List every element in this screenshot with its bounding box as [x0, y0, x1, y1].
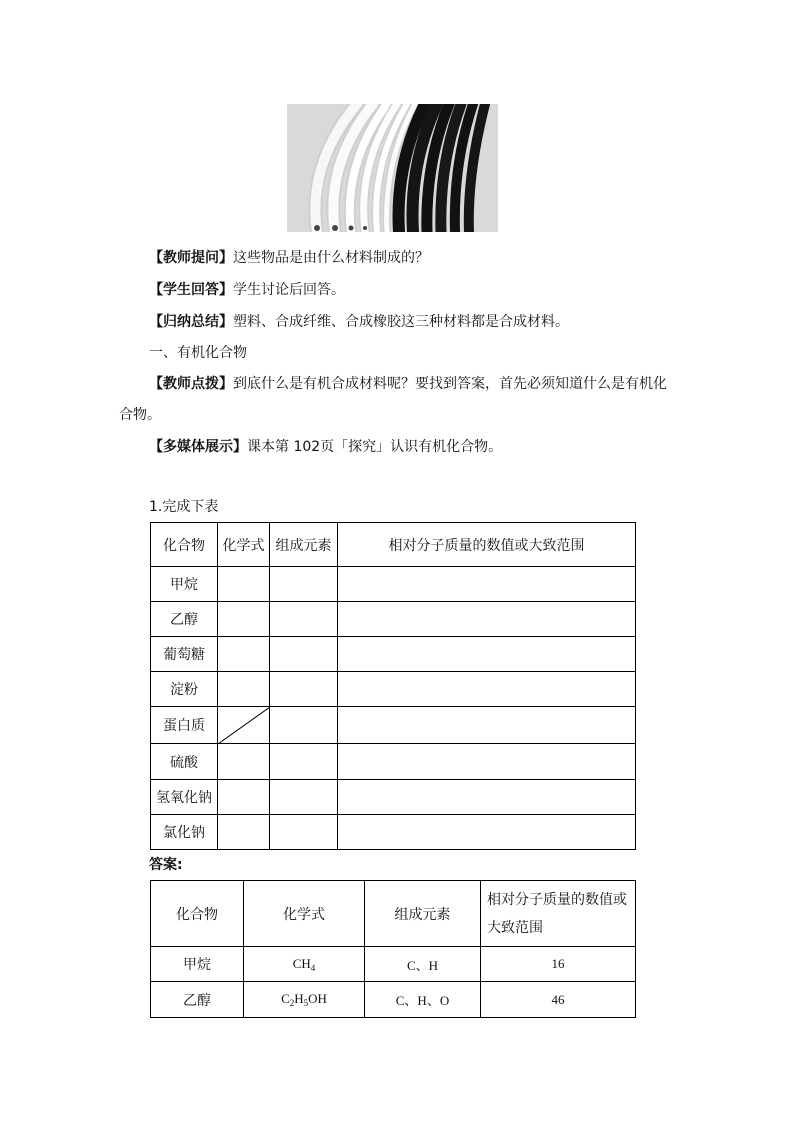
answer-mass: 46: [481, 982, 636, 1018]
compound-cell: 氢氧化钠: [151, 780, 218, 815]
elements-blank[interactable]: [270, 637, 338, 672]
answer-label: 答案:: [149, 857, 183, 873]
multimedia-label: 【多媒体展示】: [149, 439, 247, 455]
answer-elements: C、H、O: [365, 982, 481, 1018]
multimedia-text: 课本第 102页「探究」认识有机化合物。: [247, 439, 503, 455]
answer-mass: 16: [481, 947, 636, 982]
student-answer-text: 学生讨论后回答。: [233, 282, 345, 298]
mass-blank[interactable]: [338, 780, 636, 815]
table-row: [151, 637, 636, 672]
exercise-title: 1.完成下表: [149, 499, 219, 515]
tubes-photo: [287, 104, 498, 232]
teacher-ask-text: 这些物品是由什么材料制成的？: [233, 250, 429, 266]
compound-cell: 乙醇: [151, 602, 218, 637]
header-formula: 化学式: [218, 523, 270, 567]
multimedia-paragraph: [149, 437, 502, 457]
elements-blank[interactable]: [270, 567, 338, 602]
formula-subscript: 2: [289, 998, 295, 1008]
teacher-hint-continuation: 合物。: [119, 407, 161, 423]
table-row: [151, 780, 636, 815]
answer-elements: C、H: [365, 947, 481, 982]
formula-subscript: 4: [310, 962, 316, 973]
elements-blank[interactable]: [270, 744, 338, 780]
mass-blank[interactable]: [338, 672, 636, 707]
teacher-ask-paragraph: [149, 248, 429, 268]
mass-blank[interactable]: [338, 815, 636, 850]
elements-blank[interactable]: [270, 815, 338, 850]
table-row: [151, 744, 636, 780]
formula-blank[interactable]: [218, 780, 270, 815]
answer-header-compound: 化合物: [151, 881, 244, 947]
header-compound: 化合物: [151, 523, 218, 567]
teacher-hint-paragraph: [149, 374, 667, 394]
formula-blank[interactable]: [218, 602, 270, 637]
elements-blank[interactable]: [270, 602, 338, 637]
summary-paragraph: [149, 312, 569, 332]
formula-text: OH: [308, 991, 327, 1006]
answer-header-row: [151, 881, 636, 947]
formula-blank[interactable]: [218, 637, 270, 672]
table-row: [151, 567, 636, 602]
answer-header-elements: 组成元素: [365, 881, 481, 947]
formula-text: CH: [292, 955, 311, 971]
compound-cell: 甲烷: [151, 567, 218, 602]
answer-formula: [244, 982, 365, 1018]
compound-cell: 葡萄糖: [151, 637, 218, 672]
compound-cell: 淀粉: [151, 672, 218, 707]
exercise-header-row: [151, 523, 636, 567]
mass-blank[interactable]: [338, 707, 636, 744]
teacher-hint-label: 【教师点拨】: [149, 376, 233, 392]
compound-cell: 蛋白质: [151, 707, 218, 744]
header-mass: 相对分子质量的数值或大致范围: [338, 523, 636, 567]
answer-header-formula: 化学式: [244, 881, 365, 947]
summary-text: 塑料、合成纤维、合成橡胶这三种材料都是合成材料。: [233, 314, 569, 330]
section-heading: 一、有机化合物: [149, 345, 247, 361]
answer-header-mass: 相对分子质量的数值或大致范围: [481, 881, 636, 947]
formula-blank[interactable]: [218, 672, 270, 707]
mass-blank[interactable]: [338, 637, 636, 672]
tubes-illustration: [287, 104, 498, 232]
mass-blank[interactable]: [338, 744, 636, 780]
header-elements: 组成元素: [270, 523, 338, 567]
formula-blank[interactable]: [218, 815, 270, 850]
answer-formula: [244, 947, 365, 982]
summary-label: 【归纳总结】: [149, 314, 233, 330]
table-row: [151, 815, 636, 850]
compound-cell: 硫酸: [151, 744, 218, 780]
table-row: [151, 707, 636, 744]
answer-row: [151, 982, 636, 1018]
formula-subscript: 5: [303, 998, 309, 1008]
table-row: [151, 602, 636, 637]
elements-blank[interactable]: [270, 780, 338, 815]
elements-blank[interactable]: [270, 672, 338, 707]
answer-row: [151, 947, 636, 982]
student-answer-paragraph: [149, 280, 345, 300]
teacher-ask-label: 【教师提问】: [149, 250, 233, 266]
answer-table: [150, 880, 636, 1018]
formula-na-cell: [218, 707, 270, 744]
answer-compound: 甲烷: [151, 947, 244, 982]
formula-text: C: [281, 991, 290, 1006]
table-row: [151, 672, 636, 707]
teacher-hint-text: 到底什么是有机合成材料呢？要找到答案，首先必须知道什么是有机化: [233, 376, 667, 392]
compound-cell: 氯化钠: [151, 815, 218, 850]
exercise-table: [150, 522, 636, 850]
formula-blank[interactable]: [218, 567, 270, 602]
student-answer-label: 【学生回答】: [149, 282, 233, 298]
diagonal-slash: [218, 707, 270, 744]
formula-blank[interactable]: [218, 744, 270, 780]
mass-blank[interactable]: [338, 567, 636, 602]
mass-blank[interactable]: [338, 602, 636, 637]
answer-compound: 乙醇: [151, 982, 244, 1018]
elements-blank[interactable]: [270, 707, 338, 744]
formula-text: H: [294, 991, 304, 1006]
